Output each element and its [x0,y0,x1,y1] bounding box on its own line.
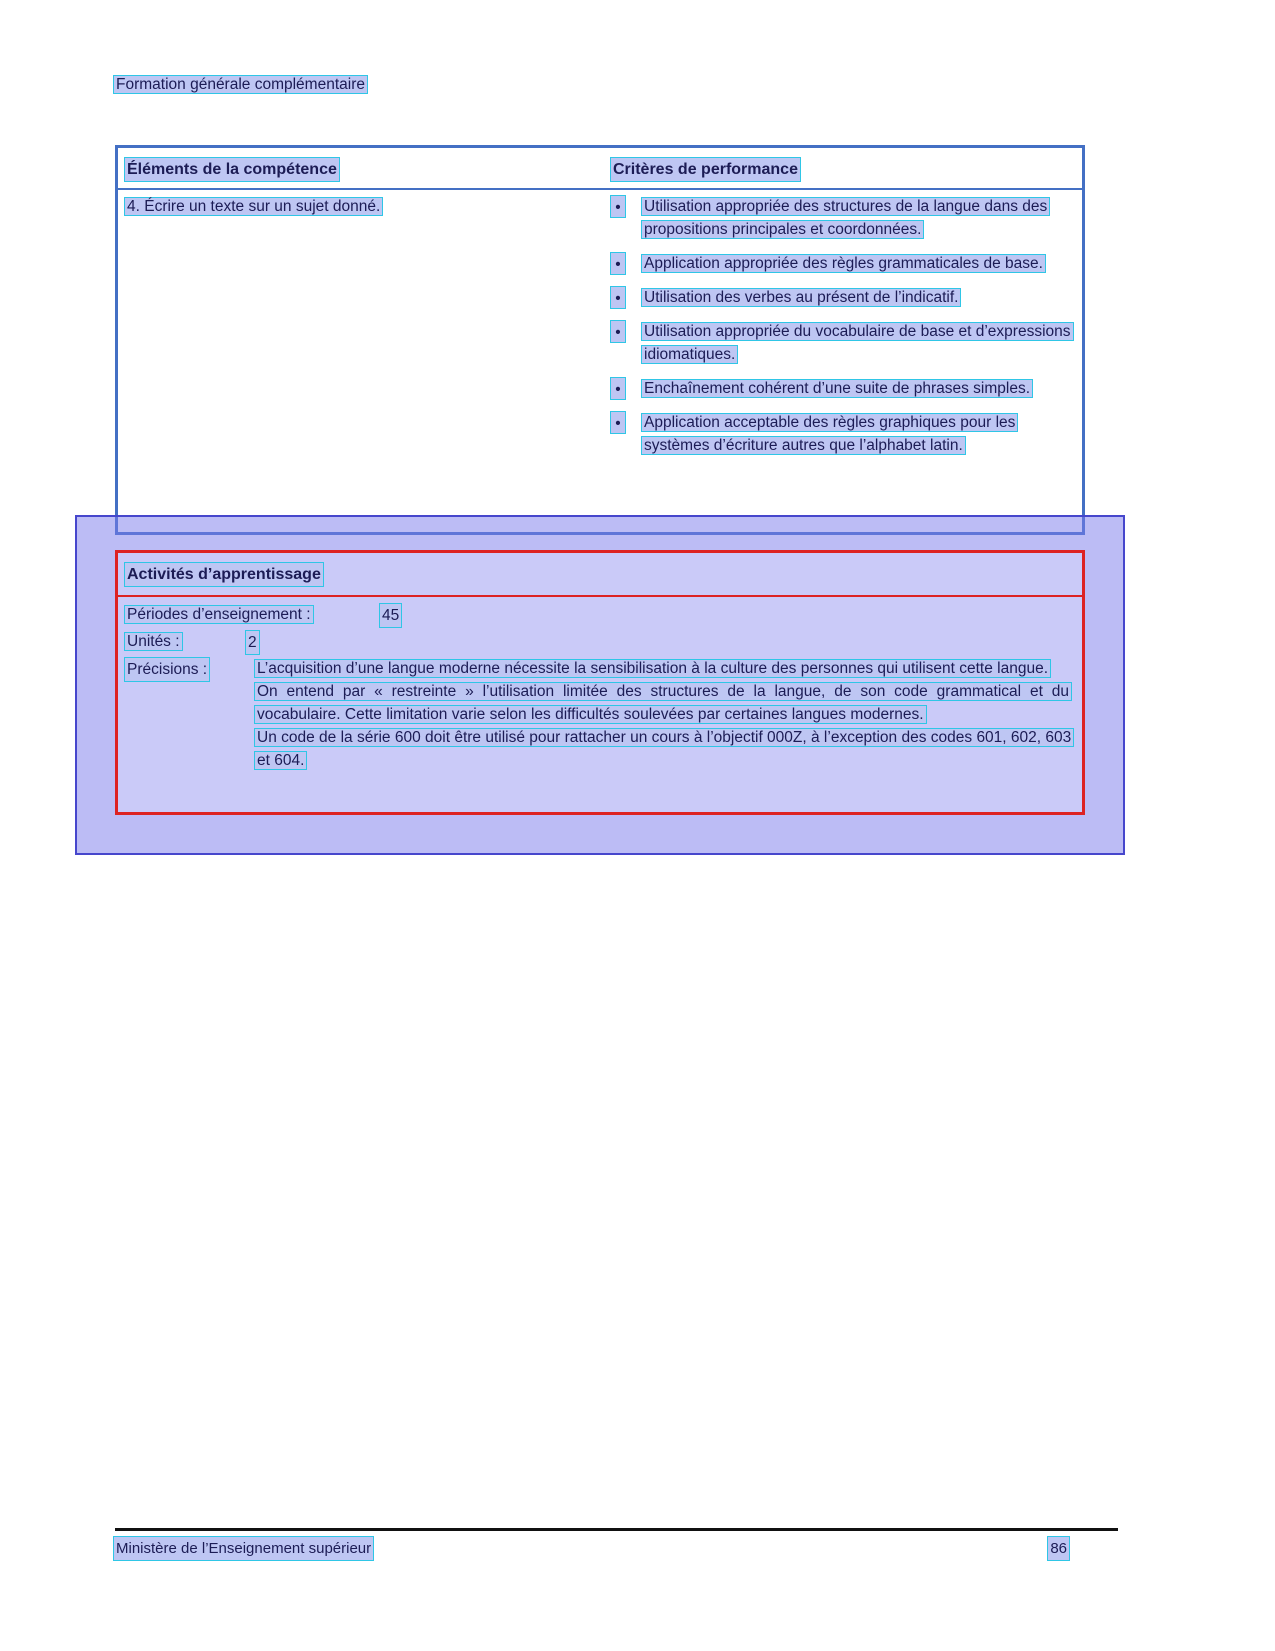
criteria-text-wrap [641,411,1072,457]
precisions-label: Précisions : [124,657,210,682]
criteria-item [610,286,1072,309]
footer-rule [115,1528,1118,1531]
precision-paragraph-text: L’acquisition d’une langue moderne nécessite la sensibilisation à la culture des personnes qui utilisent cette langue. [254,659,1051,678]
criteria-text: Enchaînement cohérent d’une suite de phrases simples. [641,379,1033,398]
annotation-overlay [75,515,1125,855]
unites-value: 2 [245,630,260,655]
criteria-item [610,320,1072,366]
footer-text: Ministère de l’Enseignement supérieur [113,1536,374,1561]
activites-title: Activités d’apprentissage [124,562,324,587]
activites-box [115,550,1085,815]
periodes-value: 45 [379,603,402,628]
activites-title-rule [118,595,1082,597]
criteria-text-wrap [641,286,1072,309]
precision-paragraph [254,726,1072,772]
criteria-text-wrap [641,252,1072,275]
periodes-label: Périodes d’enseignement : [124,605,314,624]
precision-paragraph-text: Un code de la série 600 doit être utilisé pour rattacher un cours à l’objectif 000Z, à l’exception des codes 601, 602, 603 et 604. [254,728,1074,770]
criteria-list [610,195,1072,468]
criteria-text: Utilisation des verbes au présent de l’indicatif. [641,288,961,307]
table-header-divider [118,188,1082,190]
criteria-text: Application acceptable des règles graphiques pour les systèmes d’écriture autres que l’alphabet latin. [641,413,1018,455]
bullet-icon: • [610,377,626,400]
bullet-icon: • [610,195,626,218]
precisions-text [254,657,1072,772]
page-header [113,73,368,96]
table-header-elements: Éléments de la compétence [124,157,340,182]
element-cell [124,195,594,218]
periodes-row [124,603,1074,626]
page-header-text: Formation générale complémentaire [113,75,368,94]
bullet-icon: • [610,320,626,343]
criteria-text-wrap [641,377,1072,400]
element-text: 4. Écrire un texte sur un sujet donné. [124,197,383,216]
precision-paragraph [254,657,1072,680]
criteria-text-wrap [641,195,1072,241]
page-number: 86 [1047,1536,1070,1561]
criteria-text: Utilisation appropriée du vocabulaire de base et d’expressions idiomatiques. [641,322,1074,364]
page-footer [113,1536,1070,1561]
criteria-text: Utilisation appropriée des structures de la langue dans des propositions principales et coordonnées. [641,197,1050,239]
table-header-criteres: Critères de performance [610,157,801,182]
precision-paragraph-text: On entend par « restreinte » l’utilisation limitée des structures de la langue, de son code grammatical et du vocabulaire. Cette limitation varie selon les difficultés soulevées par certaines langues modernes. [254,682,1072,724]
criteria-item [610,411,1072,457]
criteria-text-wrap [641,320,1072,366]
unites-row [124,630,1074,653]
bullet-icon: • [610,252,626,275]
unites-label: Unités : [124,632,183,651]
criteria-item [610,252,1072,275]
criteria-item [610,195,1072,241]
criteria-item [610,377,1072,400]
bullet-icon: • [610,286,626,309]
precision-paragraph [254,680,1072,726]
criteria-text: Application appropriée des règles grammaticales de base. [641,254,1046,273]
competence-table [115,145,1085,535]
bullet-icon: • [610,411,626,434]
